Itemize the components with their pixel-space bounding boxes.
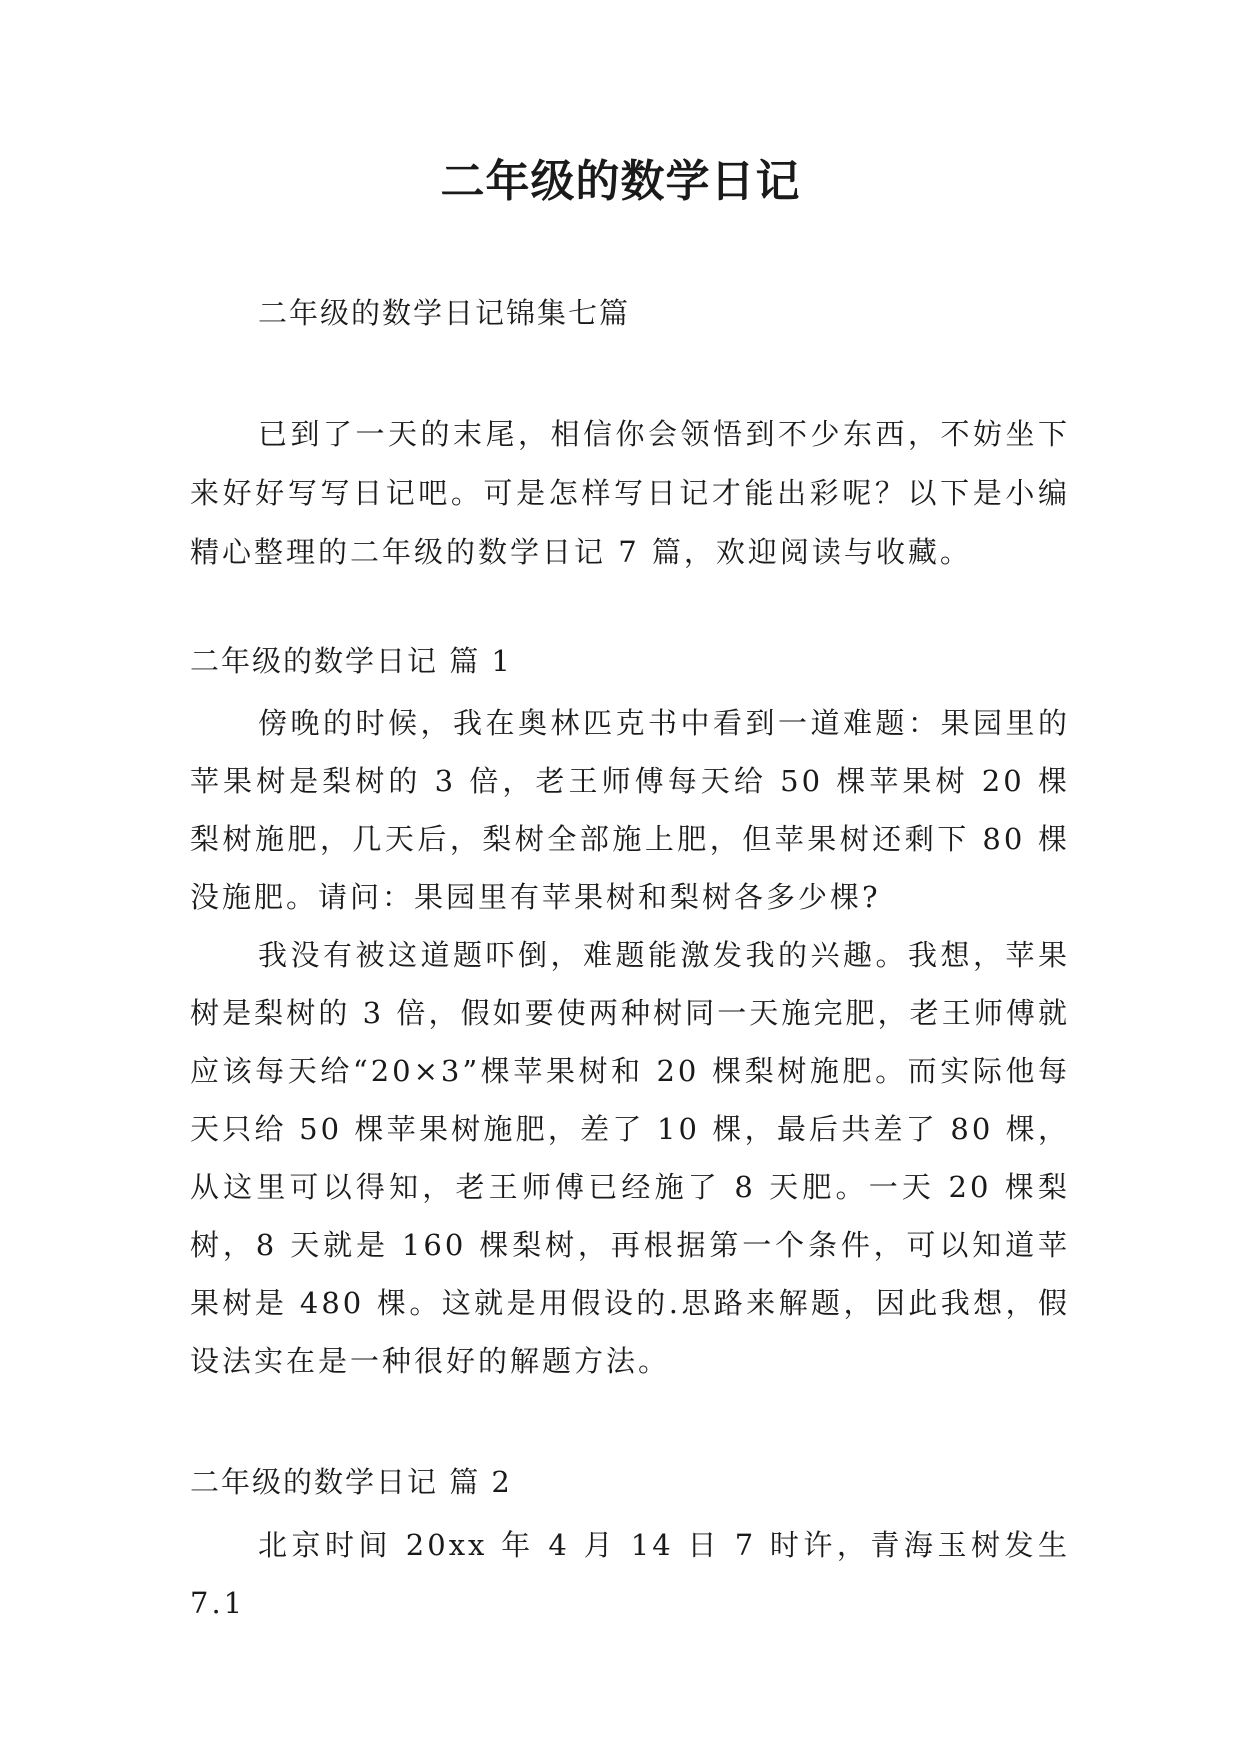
intro-paragraph: 已到了一天的末尾，相信你会领悟到不少东西，不妨坐下来好好写写日记吧。可是怎样写日记才能出彩呢？以下是小编精心整理的二年级的数学日记 7 篇，欢迎阅读与收藏。	[190, 417, 1070, 569]
section-2-paragraph-1: 北京时间 20xx 年 4 月 14 日 7 时许，青海玉树发生 7.1	[190, 1528, 1070, 1620]
section-heading-1: 二年级的数学日记 篇 1	[190, 644, 512, 678]
section-1-paragraph-1: 傍晚的时候，我在奥林匹克书中看到一道难题：果园里的苹果树是梨树的 3 倍，老王师傅每天给 50 棵苹果树 20 棵梨树施肥，几天后，梨树全部施上肥，但苹果树还剩下 80 棵没施肥。请问：果园里有苹果树和梨树各多少棵?	[190, 706, 1070, 914]
document-title: 二年级的数学日记	[440, 156, 801, 207]
section-1-paragraph-2: 我没有被这道题吓倒，难题能激发我的兴趣。我想，苹果树是梨树的 3 倍，假如要使两种树同一天施完肥，老王师傅就应该每天给“20×3”棵苹果树和 20 棵梨树施肥。而实际他每天只给 50 棵苹果树施肥，差了 10 棵，最后共差了 80 棵，从这里可以得知，老王师傅已经施了 8 天肥。一天 20 棵梨树，8 天就是 160 棵梨树，再根据第一个条件，可以知道苹果树是 480 棵。这就是用假设的.思路来解题，因此我想，假设法实在是一种很好的解题方法。	[190, 938, 1070, 1378]
section-heading-2: 二年级的数学日记 篇 2	[190, 1465, 512, 1499]
document-subtitle: 二年级的数学日记锦集七篇	[258, 296, 631, 330]
